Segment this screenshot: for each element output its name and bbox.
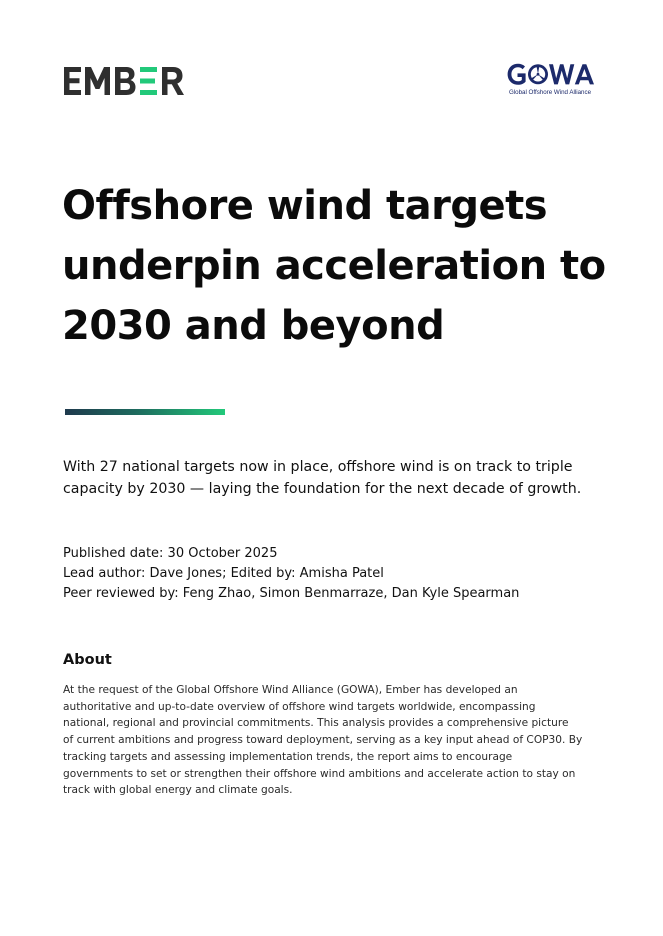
peer-reviewers: Peer reviewed by: Feng Zhao, Simon Benmarraze, Dan Kyle Spearman xyxy=(63,586,520,601)
about-line: tracking targets and assessing implementation trends, the report aims to encourage xyxy=(63,750,513,763)
about-line: national, regional and provincial commitments. This analysis provides a comprehensive picture xyxy=(63,717,569,730)
about-body xyxy=(63,682,603,799)
authors: Lead author: Dave Jones; Edited by: Amisha Patel xyxy=(63,566,384,581)
about-line: of current ambitions and progress toward deployment, serving as a key input ahead of COP30. By xyxy=(63,734,583,747)
published-date: Published date: 30 October 2025 xyxy=(63,546,278,561)
subtitle-line: capacity by 2030 — laying the foundation for the next decade of growth. xyxy=(63,481,582,497)
about-line: authoritative and up-to-date overview of offshore wind targets worldwide, encompassing xyxy=(63,700,536,713)
subtitle xyxy=(63,456,603,500)
about-heading: About xyxy=(63,652,112,668)
about-line: track with global energy and climate goals. xyxy=(63,784,293,797)
title-line: underpin acceleration to xyxy=(62,243,606,289)
gowa-logo xyxy=(505,60,597,98)
publication-meta xyxy=(63,544,623,604)
subtitle-line: With 27 national targets now in place, offshore wind is on track to triple xyxy=(63,459,573,475)
about-line: governments to set or strengthen their offshore wind ambitions and accelerate action to stay on xyxy=(63,767,576,780)
title-line: 2030 and beyond xyxy=(62,303,445,349)
title-line: Offshore wind targets xyxy=(62,183,548,229)
page-title xyxy=(62,176,622,356)
about-line: At the request of the Global Offshore Wind Alliance (GOWA), Ember has developed an xyxy=(63,684,518,696)
gradient-divider xyxy=(65,409,225,415)
ember-logo xyxy=(64,67,186,95)
gowa-logo-subtitle: Global Offshore Wind Alliance xyxy=(508,89,592,96)
